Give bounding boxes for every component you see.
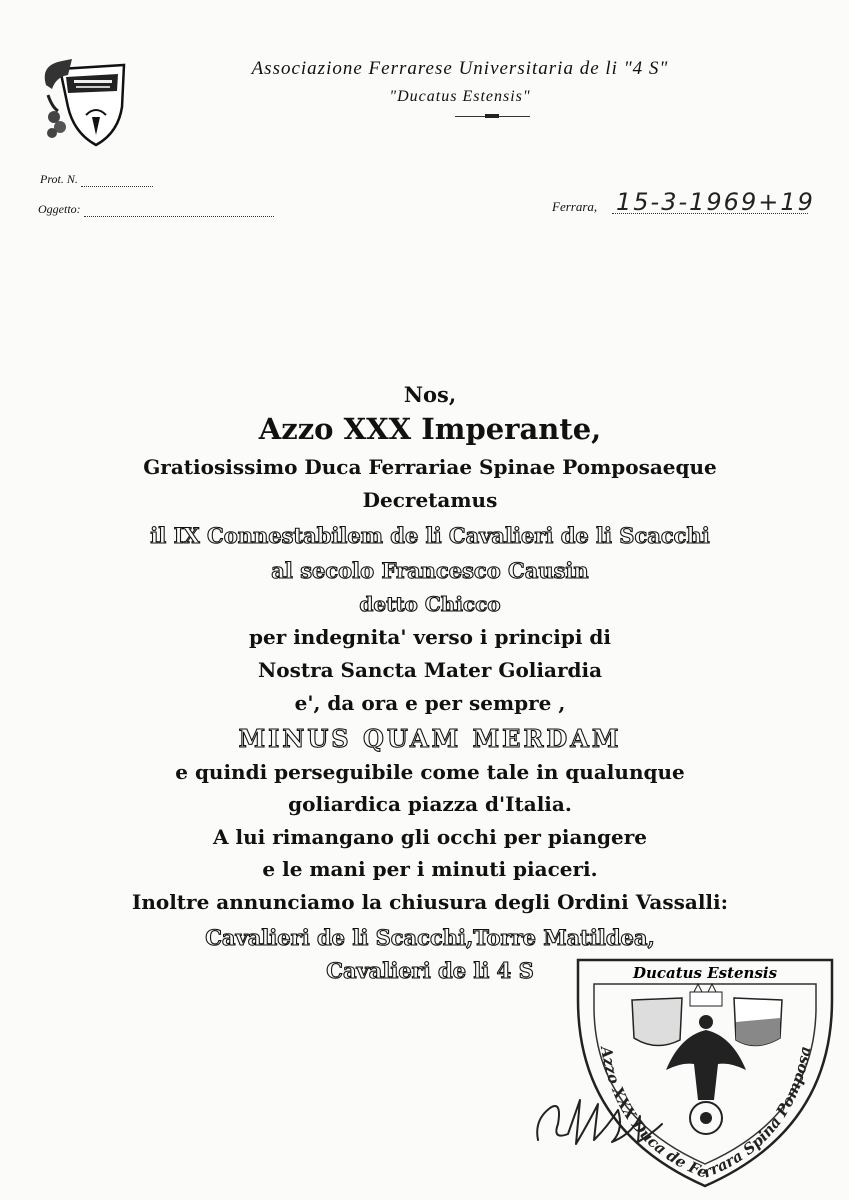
decree-line-goliardia: Nostra Sancta Mater Goliardia xyxy=(257,658,603,682)
association-subtitle: "Ducatus Estensis" xyxy=(389,88,531,105)
handwritten-date: 15-3-1969+19 xyxy=(616,188,815,216)
header-ornament-rule xyxy=(455,116,530,117)
handwritten-signature xyxy=(528,1080,678,1160)
oggetto-field xyxy=(38,202,274,217)
seal-top-text: Ducatus Estensis xyxy=(632,964,778,982)
decree-line-forever: e', da ora e per sempre , xyxy=(294,691,566,715)
association-title: Associazione Ferrarese Universitaria de li "4 S" xyxy=(251,58,669,79)
decree-line-chiusura: Inoltre annunciamo la chiusura degli Ordini Vassalli: xyxy=(131,890,729,914)
oggetto-label: Oggetto: xyxy=(38,202,81,216)
decree-line-orders-1: Cavalieri de li Scacchi,Torre Matildea, xyxy=(205,925,655,950)
seal-ring-text: Azzo XXX Duca de Ferrara Spina Pomposa xyxy=(596,1044,815,1182)
decree-line-connestabilem: il IX Connestabilem de li Cavalieri de li Scacchi xyxy=(150,523,710,548)
decree-line-piazza: goliardica piazza d'Italia. xyxy=(288,792,572,816)
decree-line-perseguibile: e quindi perseguibile come tale in qualunque xyxy=(175,760,685,784)
decree-line-reason: per indegnita' verso i principi di xyxy=(248,625,612,649)
prot-label: Prot. N. xyxy=(40,172,78,186)
decree-line-orders-2: Cavalieri de li 4 S xyxy=(326,958,534,983)
date-dotted-line xyxy=(612,213,808,214)
decree-line-nos: Nos, xyxy=(403,382,457,407)
oggetto-dotted-line xyxy=(84,216,274,217)
decree-line-occhi: A lui rimangano gli occhi per piangere xyxy=(213,825,647,849)
prot-field xyxy=(40,172,153,187)
association-emblem-logo xyxy=(38,55,133,150)
decree-line-title: Gratiosissimo Duca Ferrariae Spinae Pomposaeque xyxy=(143,455,717,479)
decree-line-nickname: detto Chicco xyxy=(359,592,501,616)
decree-line-name: al secolo Francesco Causin xyxy=(271,558,589,583)
place-label: Ferrara, xyxy=(552,199,598,214)
decree-line-minus-quam: MINUS QUAM MERDAM xyxy=(238,724,622,753)
decree-line-decretamus: Decretamus xyxy=(362,488,498,512)
prot-dotted-line xyxy=(81,186,153,187)
decree-line-ruler: Azzo XXX Imperante, xyxy=(258,412,602,446)
decree-line-mani: e le mani per i minuti piaceri. xyxy=(262,857,598,881)
